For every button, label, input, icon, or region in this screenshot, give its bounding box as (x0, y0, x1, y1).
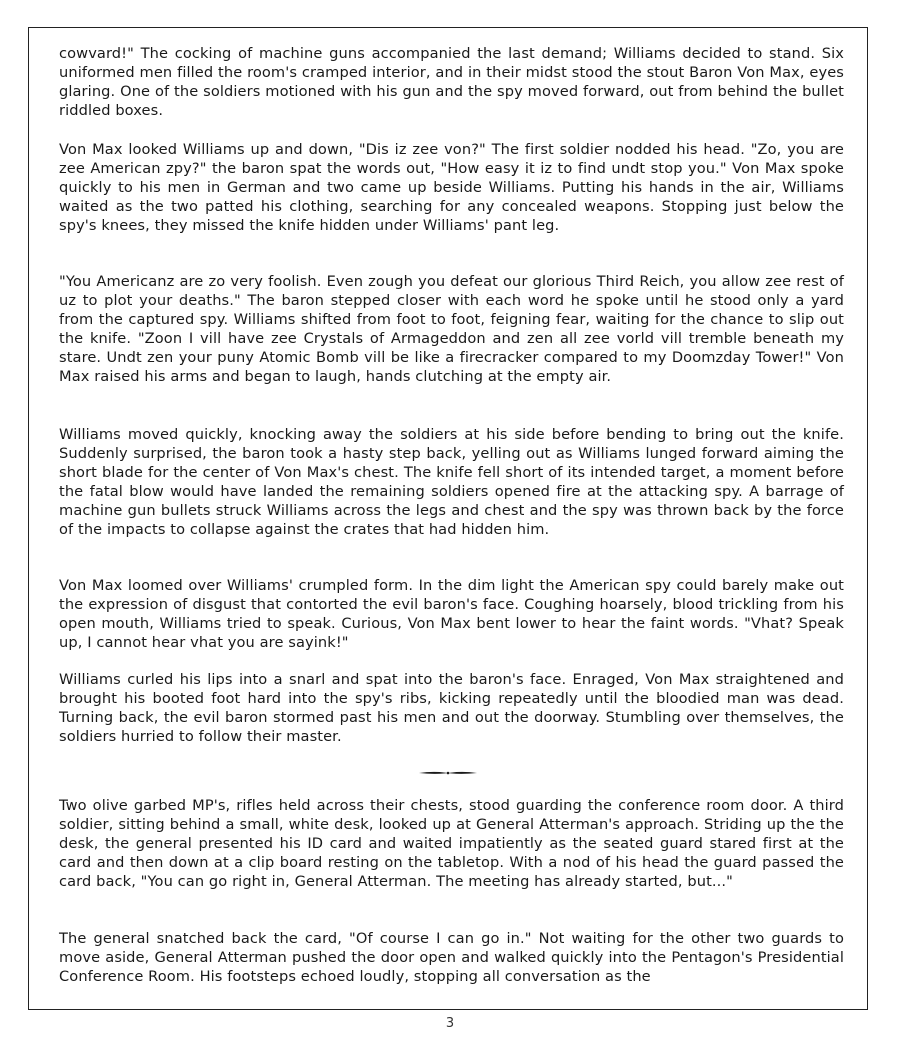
section-divider (419, 770, 477, 776)
paragraph-7: Two olive garbed MP's, rifles held across their chests, stood guarding the conference room door. A third soldier, sitting behind a small, white desk, looked up at General Atterman's approach. Striding up the the desk, the general presented his ID card and waited impatiently as the seated guard stared first at the card and then down at a clip board resting on the tabletop. With a nod of his head the guard passed the card back, "You can go right in, General Atterman. The meeting has already started, but..." (59, 797, 844, 890)
paragraph-4: Williams moved quickly, knocking away the soldiers at his side before bending to bring out the knife. Suddenly surprised, the baron took a hasty step back, yelling out as Williams lunged forward aiming the short blade for the center of Von Max's chest. The knife fell short of its intended target, a moment before the fatal blow would have landed the remaining soldiers opened fire at the attacking spy. A barrage of machine gun bullets struck Williams across the legs and chest and the spy was thrown back by the force of the impacts to collapse against the crates that had hidden him. (59, 426, 844, 538)
paragraph-3: "You Americanz are zo very foolish. Even zough you defeat our glorious Third Reich, you allow zee rest of uz to plot your deaths." The baron stepped closer with each word he spoke until he stood only a yard from the captured spy. Williams shifted from foot to foot, feigning fear, waiting for the chance to slip out the knife. "Zoon I vill have zee Crystals of Armageddon and zen all zee vorld vill tremble beneath my stare. Undt zen your puny Atomic Bomb vill be like a firecracker compared to my Doomzday Tower!" Von Max raised his arms and began to laugh, hands clutching at the empty air. (59, 273, 844, 385)
paragraph-6: Williams curled his lips into a snarl and spat into the baron's face. Enraged, Von Max straightened and brought his booted foot hard into the spy's ribs, kicking repeatedly until the bloodied man was dead. Turning back, the evil baron stormed past his men and out the doorway. Stumbling over themselves, the soldiers hurried to follow their master. (59, 671, 844, 745)
paragraph-5: Von Max loomed over Williams' crumpled form. In the dim light the American spy could barely make out the expression of disgust that contorted the evil baron's face. Coughing hoarsely, blood trickling from his open mouth, Williams tried to speak. Curious, Von Max bent lower to hear the faint words. "Vhat? Speak up, I cannot hear vhat you are sayink!" (59, 577, 844, 651)
paragraph-2: Von Max looked Williams up and down, "Dis iz zee von?" The first soldier nodded his head. "Zo, you are zee American zpy?" the baron spat the words out, "How easy it iz to find undt stop you." Von Max spoke quickly to his men in German and two came up beside Williams. Putting his hands in the air, Williams waited as the two patted his clothing, searching for any concealed weapons. Stopping just below the spy's knees, they missed the knife hidden under Williams' pant leg. (59, 141, 844, 234)
paragraph-1: cowvard!" The cocking of machine guns accompanied the last demand; Williams decided to stand. Six uniformed men filled the room's cramped interior, and in their midst stood the stout Baron Von Max, eyes glaring. One of the soldiers motioned with his gun and the spy moved forward, out from behind the bullet riddled boxes. (59, 45, 844, 119)
paragraph-8: The general snatched back the card, "Of course I can go in." Not waiting for the other two guards to move aside, General Atterman pushed the door open and walked quickly into the Pentagon's Presidential Conference Room. His footsteps echoed loudly, stopping all conversation as the (59, 930, 844, 985)
page-number: 3 (445, 1016, 455, 1031)
